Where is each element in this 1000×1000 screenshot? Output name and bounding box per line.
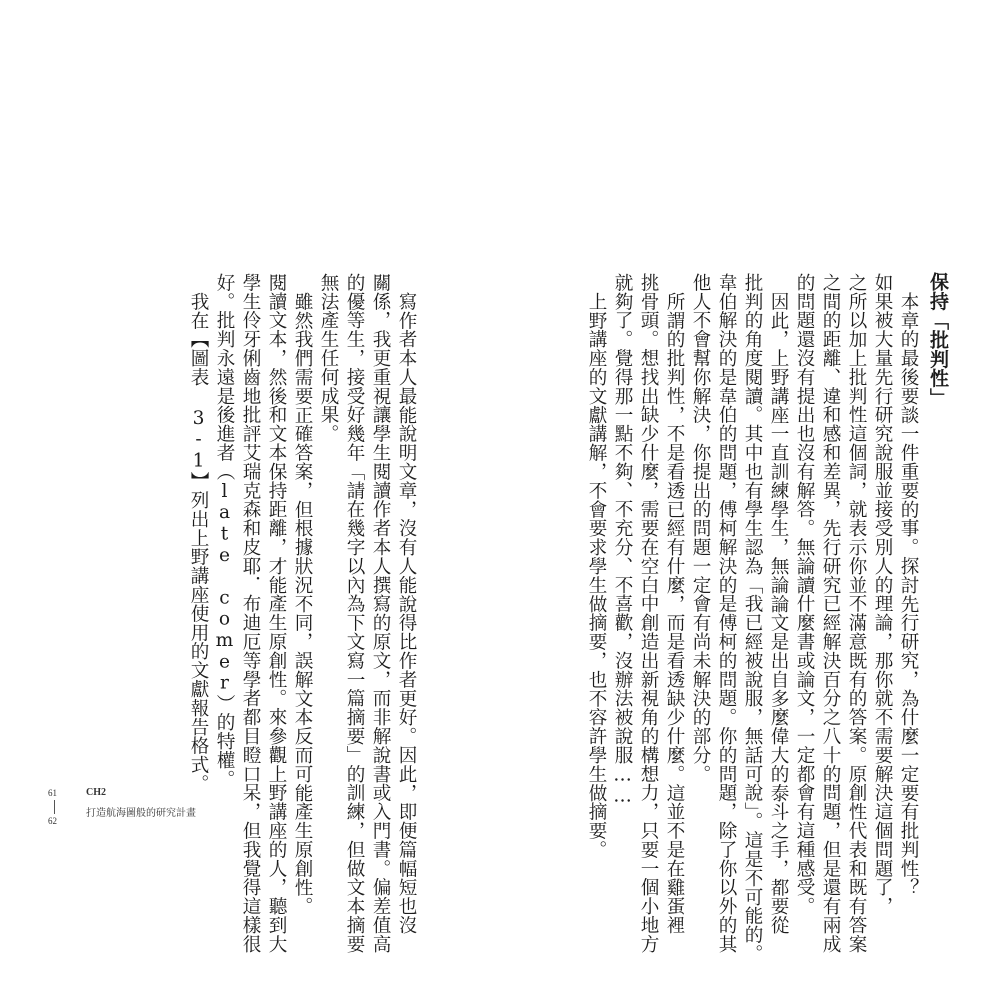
body-column: 的優等生，接受好幾年「請在幾字以內為下文寫一篇摘要」的訓練，但做文本摘要 <box>344 273 365 954</box>
body-column: 寫作者本人最能說明文章，沒有人能說得比作者更好。因此，即便篇幅短也沒 <box>396 292 417 935</box>
body-column: 如果被大量先行研究說服並接受別人的理論，那你就不需要解決這個問題了， <box>872 273 893 916</box>
body-column: 因此，上野講座一直訓練學生，無論論文是出自多麼偉大的泰斗之手，都要從 <box>768 292 789 935</box>
chapter-title: 打造航海圖般的研究計畫 <box>86 808 196 819</box>
body-column: 的問題還沒有提出也沒有解答。無論讀什麼書或論文，一定都會有這種感受。 <box>794 273 815 916</box>
body-column: 批判的角度閱讀。其中也有學生認為「我已經被說服，無話可說」。這是不可能的。 <box>742 273 763 963</box>
body-column: 之所以加上批判性這個詞，就表示你並不滿意既有的答案。原創性代表和既有答案 <box>846 273 867 954</box>
body-column: 本章的最後要談一件重要的事。探討先行研究，為什麼一定要有批判性？ <box>898 292 919 897</box>
body-column: 好。批判永遠是後進者（late comer）的特權。 <box>214 273 235 789</box>
body-column: 上野講座的文獻講解，不會要求學生做摘要，也不容許學生做摘要。 <box>586 292 607 859</box>
folio-rule <box>54 800 55 814</box>
body-column: 關係，我更重視讓學生閱讀作者本人撰寫的原文，而非解說書或入門書。偏差值高 <box>370 273 391 954</box>
body-column: 所謂的批判性，不是看透已經有什麼，而是看透缺少什麼。這並不是在雞蛋裡 <box>664 292 685 935</box>
body-column: 就夠了。覺得那一點不夠、不充分、不喜歡，沒辦法被說服…… <box>612 273 633 807</box>
body-column: 雖然我們需要正確答案，但根據狀況不同，誤解文本反而可能產生原創性。 <box>292 292 313 916</box>
page-number-right: 62 <box>48 816 57 826</box>
body-column: 韋伯解決的是韋伯的問題，傅柯解決的是傅柯的問題。你的問題，除了你以外的其 <box>716 273 737 954</box>
chapter-label: CH2 <box>86 787 106 798</box>
section-heading: 保持「批判性」 <box>927 272 949 408</box>
body-column: 閱讀文本，然後和文本保持距離，才能產生原創性。來參觀上野講座的人，聽到大 <box>266 273 287 954</box>
body-column: 學生伶牙俐齒地批評艾瑞克森和皮耶．布迪厄等學者都目瞪口呆，但我覺得這樣很 <box>240 273 261 954</box>
body-column: 之間的距離、違和感和差異，先行研究已經解決百分之八十的問題，但是還有兩成 <box>820 273 841 954</box>
body-column: 他人不會幫你解決，你提出的問題一定會有尚未解決的部分。 <box>690 273 711 784</box>
body-column: 我在【圖表 3-1】列出上野講座使用的文獻報告格式。 <box>188 292 209 793</box>
page-number-left: 61 <box>48 788 57 798</box>
body-column: 挑骨頭。想找出缺少什麼，需要在空白中創造出新視角的構想力，只要一個小地方 <box>638 273 659 954</box>
body-column: 無法產生任何成果。 <box>318 273 339 444</box>
